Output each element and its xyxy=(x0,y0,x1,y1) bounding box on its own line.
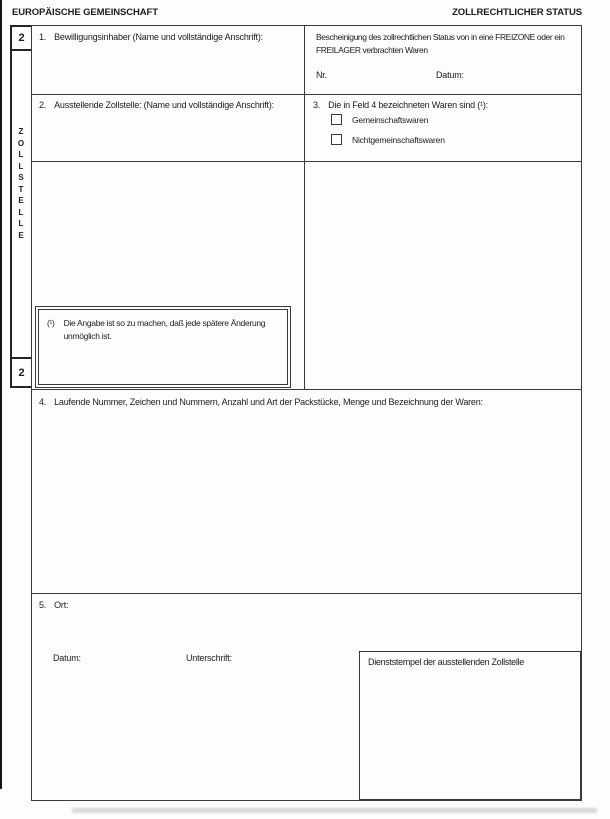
field4-number: 4. xyxy=(39,397,47,407)
nichtgemeinschaftswaren-checkbox[interactable] xyxy=(331,134,342,145)
datum-label: Datum: xyxy=(436,70,464,80)
field5-text: Ort: xyxy=(54,600,69,610)
field4-label xyxy=(39,396,577,408)
field2-label xyxy=(39,99,294,111)
scan-smear-artifact xyxy=(72,808,597,813)
form-title-right: ZOLLRECHTLICHER STATUS xyxy=(452,7,582,18)
vertical-letter: L xyxy=(18,219,24,228)
option-gemeinschaftswaren xyxy=(331,114,428,125)
footnote-marker: (¹) xyxy=(47,318,55,328)
divider-row1 xyxy=(32,94,581,95)
vertical-letter: T xyxy=(18,184,24,194)
footnote-box-inner xyxy=(38,309,288,385)
divider-vertical-top xyxy=(304,26,305,389)
vertical-letter: S xyxy=(18,173,24,182)
field1-text: Bewilligungsinhaber (Name und vollständige Anschrift): xyxy=(54,32,263,42)
field4-input-area[interactable] xyxy=(33,414,581,592)
stamp-box-label: Dienststempel der ausstellenden Zollstelle xyxy=(368,657,524,667)
field2-input-area[interactable] xyxy=(33,116,303,160)
field1-label xyxy=(39,31,294,43)
ort-input-area[interactable] xyxy=(92,599,392,629)
vertical-letter: E xyxy=(18,230,24,240)
vertical-letter: E xyxy=(18,196,24,205)
footnote xyxy=(47,317,279,343)
stamp-box[interactable] xyxy=(359,651,581,800)
divider-row2 xyxy=(32,161,581,162)
gemeinschaftswaren-label: Gemeinschaftswaren xyxy=(352,114,429,125)
certificate-text: Bescheinigung des zollrechtlichen Status von in eine FREIZONE oder ein FREILAGER verbrachten Waren xyxy=(316,32,565,55)
unterschrift-label: Unterschrift: xyxy=(186,653,232,663)
vertical-letter: L xyxy=(18,207,24,217)
datum-unterschrift-row xyxy=(53,653,232,663)
vertical-letter: L xyxy=(18,161,24,171)
vertical-letter: Z xyxy=(18,127,24,136)
form-title-left: EUROPÄISCHE GEMEINSCHAFT xyxy=(12,7,158,18)
gemeinschaftswaren-checkbox[interactable] xyxy=(331,114,342,125)
footnote-text: Die Angabe ist so zu machen, daß jede spätere Änderung unmöglich ist. xyxy=(63,318,266,342)
field3-number: 3. xyxy=(313,100,321,110)
vertical-letter: O xyxy=(17,138,25,148)
nr-datum-row xyxy=(316,70,571,80)
form-frame xyxy=(31,25,582,801)
footnote-box xyxy=(35,306,291,388)
field3-label xyxy=(313,99,575,111)
field5-number: 5. xyxy=(39,600,47,610)
field2-text: Ausstellende Zollstelle: (Name und vollständige Anschrift): xyxy=(54,100,274,110)
field3-text: Die in Feld 4 bezeichneten Waren sind (¹): xyxy=(328,100,488,110)
field4-text: Laufende Nummer, Zeichen und Nummern, Anzahl und Art der Packstücke, Menge und Bezeichnung der Waren: xyxy=(54,397,483,407)
divider-row4 xyxy=(32,593,581,594)
vertical-letter: L xyxy=(18,150,24,159)
divider-row3 xyxy=(32,389,581,390)
field1-input-area[interactable] xyxy=(33,51,303,93)
scan-edge-artifact xyxy=(0,0,2,789)
zollstelle-vertical-label xyxy=(10,126,32,241)
copy-number-bottom: 2 xyxy=(10,357,33,388)
nichtgemeinschaftswaren-label: Nichtgemeinschaftswaren xyxy=(352,134,445,145)
datum2-label: Datum: xyxy=(53,653,81,663)
copy-number-top: 2 xyxy=(10,25,33,51)
field2-number: 2. xyxy=(39,100,47,110)
option-nichtgemeinschaftswaren xyxy=(331,134,445,145)
nr-label: Nr. xyxy=(316,70,327,80)
field1-number: 1. xyxy=(39,32,47,42)
